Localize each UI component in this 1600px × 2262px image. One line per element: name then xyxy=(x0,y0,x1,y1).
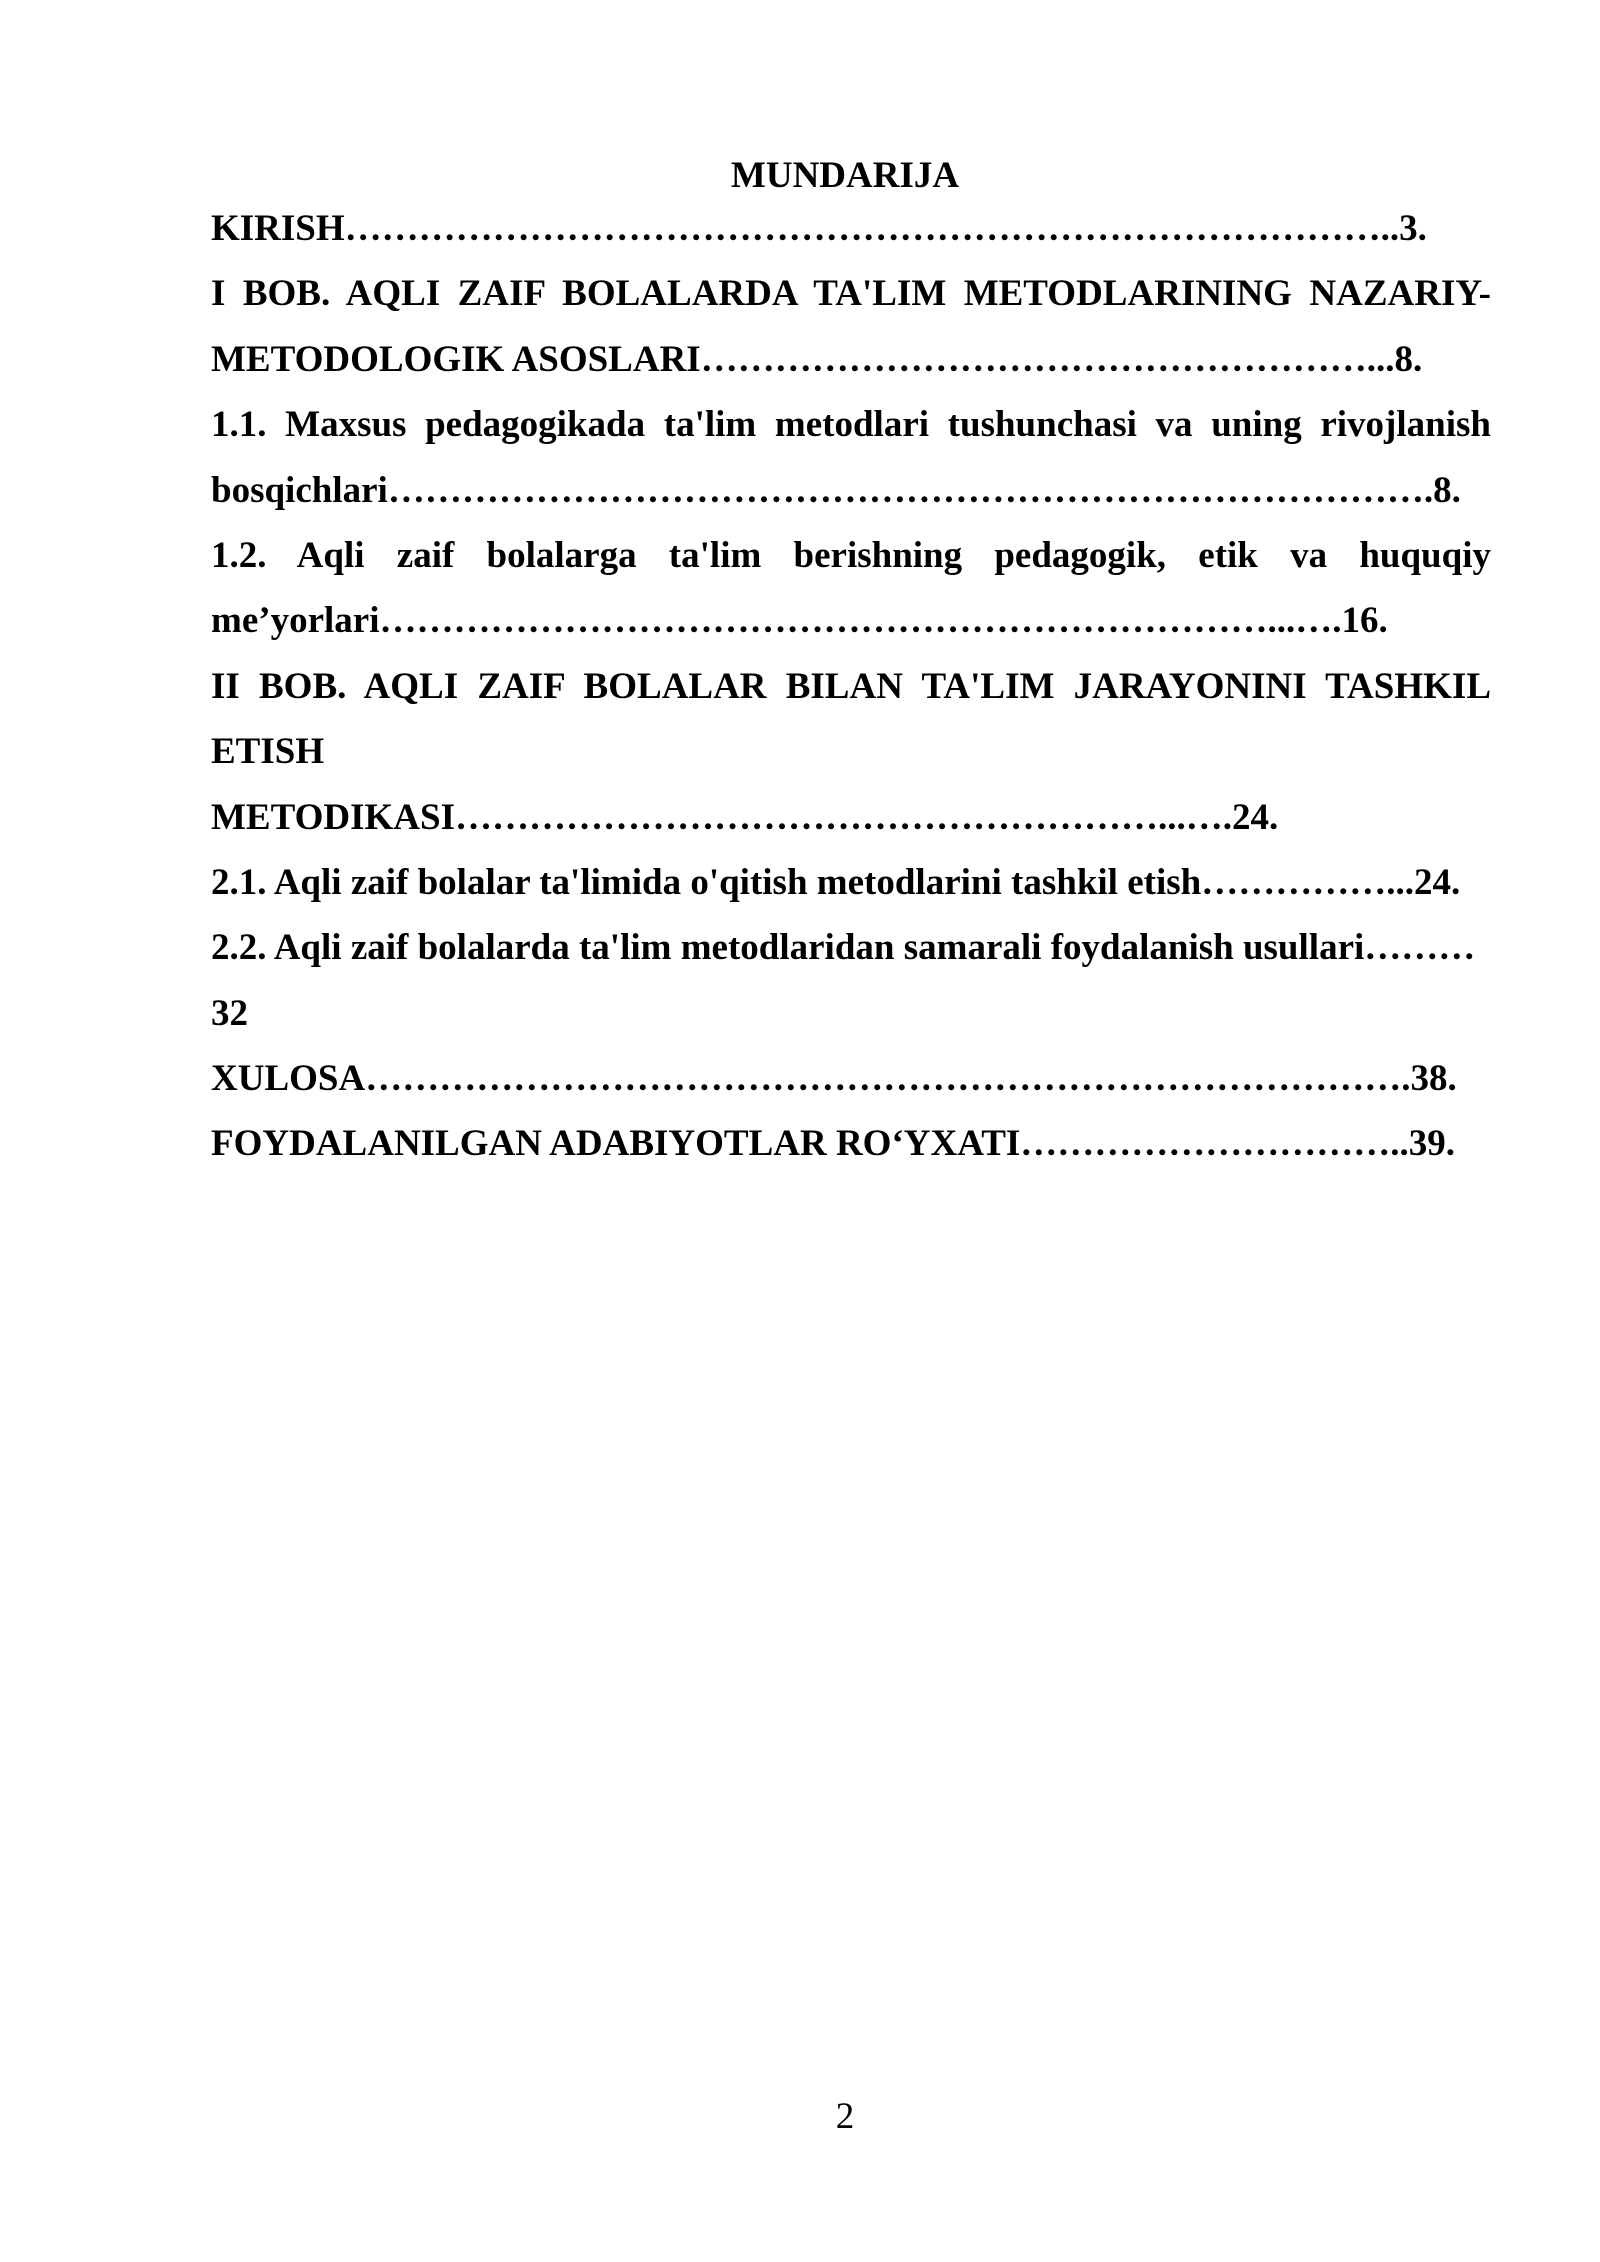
toc-section-1-2: 1.2. Aqli zaif bolalarga ta'lim berishning pedagogik, etik va huquqiy xyxy=(211,534,1491,576)
toc-entry-bibliography: FOYDALANILGAN ADABIYOTLAR RO‘YXATI…………………………..39. xyxy=(211,1123,1456,1165)
page-number: 2 xyxy=(835,2096,855,2137)
toc-chapter-1-heading: I BOB. AQLI ZAIF BOLALARDA TA'LIM METODLARINING NAZARIY- xyxy=(211,273,1491,315)
toc-chapter-2-heading: II BOB. AQLI ZAIF BOLALAR BILAN TA'LIM JARAYONINI TASHKIL xyxy=(211,665,1491,707)
toc-section-1-1-cont: bosqichlari………………………………………………………………………….8. xyxy=(211,469,1461,511)
toc-section-1-1: 1.1. Maxsus pedagogikada ta'lim metodlari tushunchasi va uning rivojlanish xyxy=(211,404,1491,446)
toc-section-2-1: 2.1. Aqli zaif bolalar ta'limida o'qitish metodlarini tashkil etish……………...24. xyxy=(211,861,1461,903)
toc-entry-xulosa: XULOSA………………………………………………………………………….38. xyxy=(211,1058,1457,1100)
toc-chapter-2-heading-end: METODIKASI…………………………………………………...….24. xyxy=(211,796,1279,838)
toc-chapter-2-heading-cont: ETISH xyxy=(211,731,325,773)
toc-title: MUNDARIJA xyxy=(730,155,960,196)
toc-section-2-2-page: 32 xyxy=(211,992,248,1034)
table-of-contents xyxy=(211,196,1491,1177)
toc-section-2-2: 2.2. Aqli zaif bolalarda ta'lim metodlaridan samarali foydalanish usullari……… xyxy=(211,927,1476,969)
toc-entry-kirish: KIRISH…………………………………………………………………………..3. xyxy=(211,208,1427,249)
toc-chapter-1-heading-cont: METODOLOGIK ASOSLARI………………………………………………...8. xyxy=(211,338,1423,380)
toc-section-1-2-cont: me’yorlari………………………………………………………………...….16. xyxy=(211,600,1388,642)
